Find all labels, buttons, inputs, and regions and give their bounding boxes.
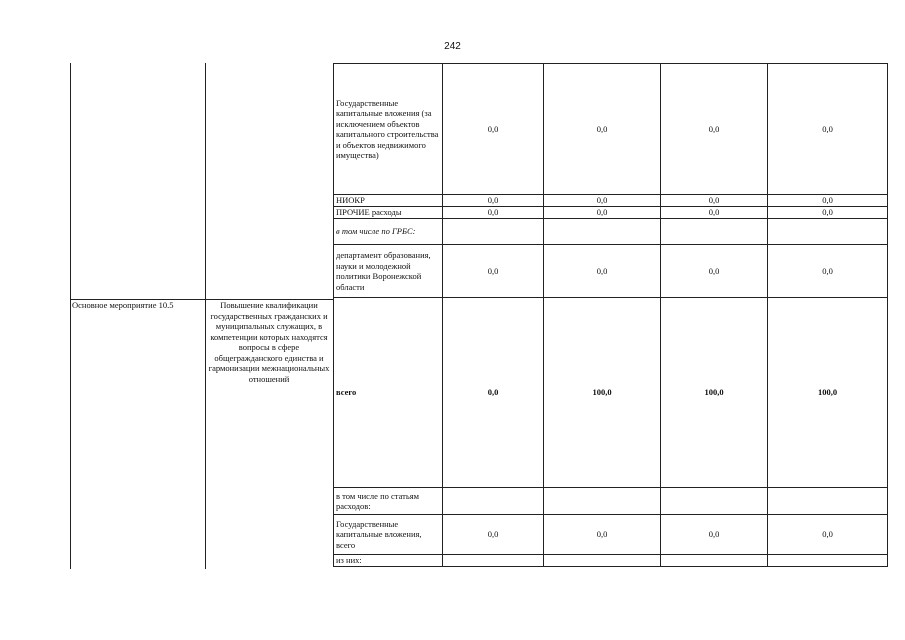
- value-cell: 0,0: [661, 207, 768, 219]
- value-cell: [768, 555, 888, 567]
- main-event-description: Повышение квалификации государственных гражданских и муниципальных служащих, в компетенции которых находятся вопросы в сфере общегражданского единства и гармонизации межнациональных отношений: [208, 300, 330, 384]
- value-cell: 100,0: [661, 298, 768, 488]
- table-row: [334, 195, 888, 207]
- value-cell: 0,0: [768, 195, 888, 207]
- value-cell: [443, 219, 544, 245]
- row-label: в том числе по ГРБС:: [334, 219, 443, 245]
- value-cell: [768, 219, 888, 245]
- value-cell: 0,0: [768, 64, 888, 195]
- row-label: НИОКР: [334, 195, 443, 207]
- value-cell: 0,0: [661, 245, 768, 298]
- value-cell: 0,0: [768, 207, 888, 219]
- value-cell: 0,0: [544, 64, 661, 195]
- row-label: департамент образования, науки и молодежной политики Воронежской области: [334, 245, 443, 298]
- value-cell: 0,0: [661, 64, 768, 195]
- value-cell: 0,0: [443, 195, 544, 207]
- funding-table: [333, 63, 888, 567]
- value-cell: 100,0: [768, 298, 888, 488]
- value-cell: [544, 555, 661, 567]
- value-cell: [768, 488, 888, 515]
- value-cell: 0,0: [768, 515, 888, 555]
- value-cell: 0,0: [768, 245, 888, 298]
- value-cell: [443, 488, 544, 515]
- value-cell: 100,0: [544, 298, 661, 488]
- table-row: [334, 245, 888, 298]
- table-row: [334, 515, 888, 555]
- row-label: в том числе по статьям расходов:: [334, 488, 443, 515]
- value-cell: 0,0: [544, 195, 661, 207]
- table-row: [334, 64, 888, 195]
- row-label: Государственные капитальные вложения (за исключением объектов капитального строительства и объектов недвижимого имущества): [334, 64, 443, 195]
- value-cell: 0,0: [661, 515, 768, 555]
- row-label: Государственные капитальные вложения, всего: [334, 515, 443, 555]
- value-cell: [661, 555, 768, 567]
- row-label: всего: [334, 298, 443, 488]
- table-row: [334, 207, 888, 219]
- table-row: [334, 219, 888, 245]
- value-cell: 0,0: [443, 64, 544, 195]
- row-label: ПРОЧИЕ расходы: [334, 207, 443, 219]
- row-label: из них:: [334, 555, 443, 567]
- value-cell: [544, 219, 661, 245]
- page-number: 242: [444, 41, 461, 52]
- value-cell: 0,0: [443, 207, 544, 219]
- value-cell: [544, 488, 661, 515]
- table-row: [334, 298, 888, 488]
- table-row: [334, 488, 888, 515]
- value-cell: [443, 555, 544, 567]
- value-cell: 0,0: [544, 515, 661, 555]
- column-divider-line: [205, 63, 206, 569]
- value-cell: [661, 488, 768, 515]
- left-border-line: [70, 63, 71, 569]
- value-cell: 0,0: [544, 245, 661, 298]
- value-cell: 0,0: [443, 515, 544, 555]
- value-cell: [661, 219, 768, 245]
- value-cell: 0,0: [544, 207, 661, 219]
- table-row: [334, 555, 888, 567]
- value-cell: 0,0: [443, 245, 544, 298]
- value-cell: 0,0: [661, 195, 768, 207]
- main-event-name: Основное мероприятие 10.5: [72, 300, 174, 310]
- value-cell: 0,0: [443, 298, 544, 488]
